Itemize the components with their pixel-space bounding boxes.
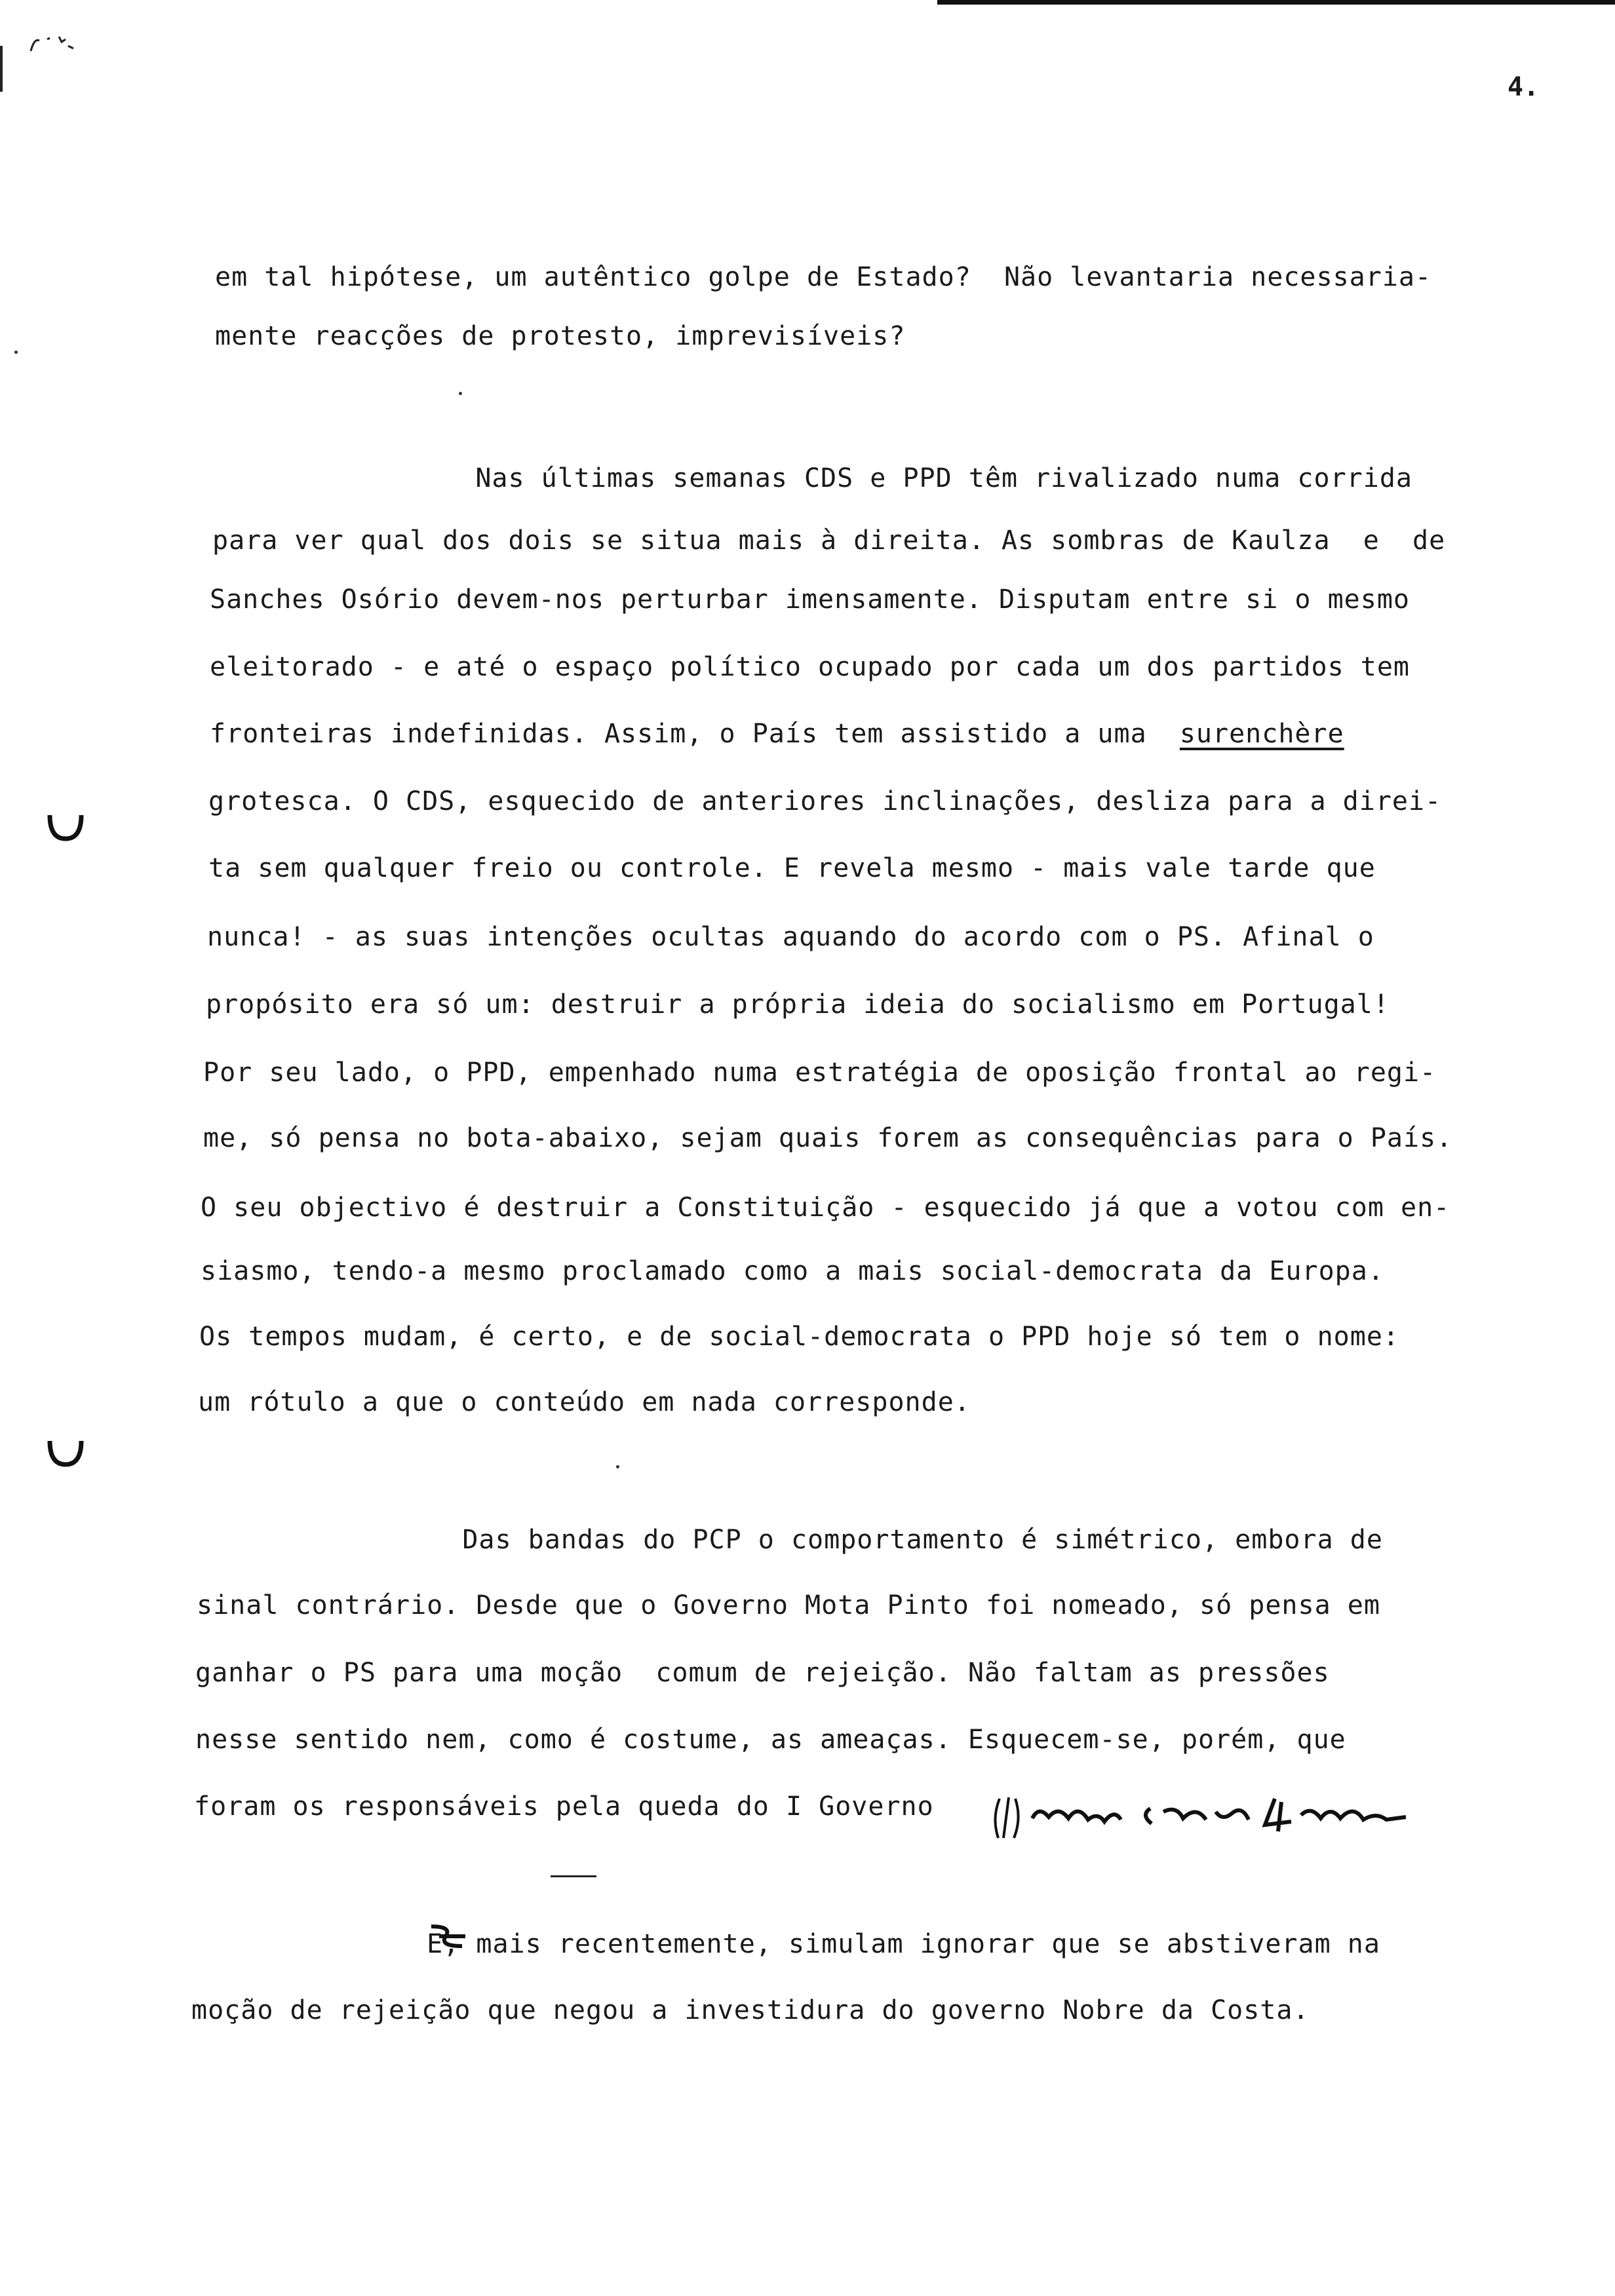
speck xyxy=(459,392,462,395)
text-line: para ver qual dos dois se situa mais à direita. As sombras de Kaulza e de xyxy=(212,526,1446,556)
left-margin-mark xyxy=(0,46,3,92)
text-line: Sanches Osório devem-nos perturbar imensamente. Disputam entre si o mesmo xyxy=(210,584,1410,615)
dash-mark xyxy=(551,1875,596,1877)
corner-scribble-icon xyxy=(28,31,87,58)
text-line: ganhar o PS para uma moção comum de rejeição. Não faltam as pressões xyxy=(195,1658,1330,1688)
speck xyxy=(14,351,18,354)
text-line: sinal contrário. Desde que o Governo Mota Pinto foi nomeado, só pensa em xyxy=(197,1590,1380,1620)
text-line: em tal hipótese, um autêntico golpe de Estado? Não levantaria necessaria- xyxy=(215,262,1432,292)
text-line: nesse sentido nem, como é costume, as ameaças. Esquecem-se, porém, que xyxy=(195,1725,1346,1755)
text-line: grotesca. O CDS, esquecido de anteriores inclinações, desliza para a direi- xyxy=(208,786,1442,816)
text-line-start: fronteiras indefinidas. Assim, o País tem assistido a uma xyxy=(210,719,1180,749)
text-line: foram os responsáveis pela queda do I Governo xyxy=(194,1791,934,1822)
text-line: siasmo, tendo-a mesmo proclamado como a mais social-democrata da Europa. xyxy=(201,1256,1384,1286)
text-line: Por seu lado, o PPD, empenhado numa estratégia de oposição frontal ao regi- xyxy=(203,1058,1437,1088)
text-line: Os tempos mudam, é certo, e de social-democrata o PPD hoje só tem o nome: xyxy=(199,1322,1399,1352)
top-rule xyxy=(937,0,1615,5)
text-line: nunca! - as suas intenções ocultas aquando do acordo com o PS. Afinal o xyxy=(207,922,1374,952)
text-line xyxy=(210,718,1344,750)
page-number: 4. xyxy=(1508,72,1540,102)
text-line: um rótulo a que o conteúdo em nada corresponde. xyxy=(198,1387,971,1417)
text-line: Nas últimas semanas CDS e PPD têm rivalizado numa corrida xyxy=(212,463,1412,493)
handwritten-note xyxy=(986,1786,1432,1845)
text-line: me, só pensa no bota-abaixo, sejam quais forem as consequências para o País. xyxy=(203,1123,1453,1153)
text-line: ta sem qualquer freio ou controle. E revela mesmo - mais vale tarde que xyxy=(208,853,1376,883)
binder-hole-icon xyxy=(46,806,85,845)
underlined-word: surenchère xyxy=(1179,719,1344,749)
text-line: moção de rejeição que negou a investidura do governo Nobre da Costa. xyxy=(191,1995,1310,2025)
text-line: mente reacções de protesto, imprevisíveis? xyxy=(215,321,906,351)
text-line: O seu objectivo é destruir a Constituição - esquecido já que a votou com en- xyxy=(201,1193,1450,1223)
text-line: E, mais recentemente, simulam ignorar que se abstiveram na xyxy=(197,1929,1380,1959)
text-line: propósito era só um: destruir a própria ideia do socialismo em Portugal! xyxy=(206,989,1390,1020)
binder-hole-icon xyxy=(46,1432,85,1471)
text-line: Das bandas do PCP o comportamento é simétrico, embora de xyxy=(199,1525,1383,1555)
text-line: eleitorado - e até o espaço político ocupado por cada um dos partidos tem xyxy=(210,652,1410,682)
speck xyxy=(616,1465,619,1468)
